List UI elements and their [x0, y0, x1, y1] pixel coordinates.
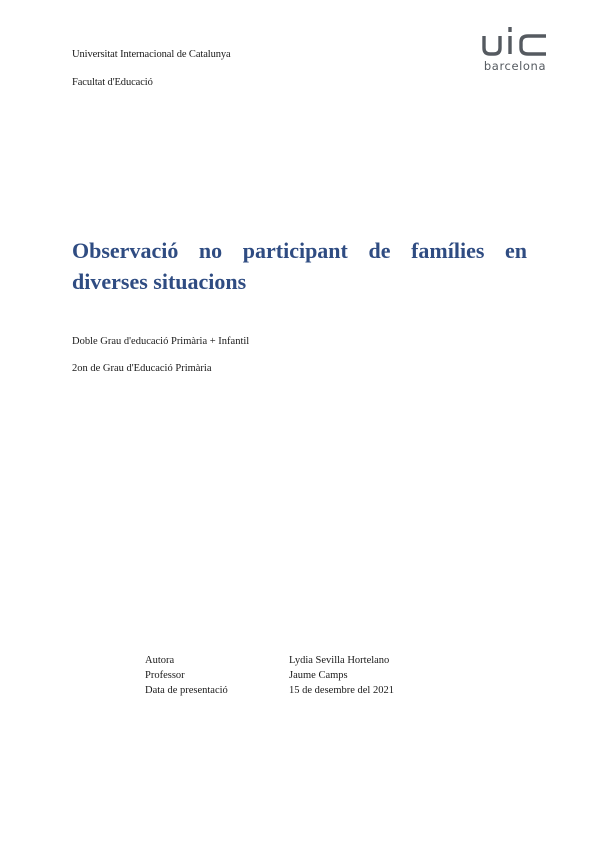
detail-row-professor: [145, 668, 394, 683]
detail-label: Autora: [145, 655, 175, 666]
detail-label: Professor: [145, 670, 185, 681]
detail-row-author: [145, 653, 394, 668]
logo-subtitle: barcelona: [483, 59, 547, 73]
detail-value: 15 de desembre del 2021: [289, 685, 394, 696]
title-line-2: diverses situacions: [72, 269, 247, 294]
presentation-details: [145, 653, 394, 698]
detail-value: Lydia Sevilla Hortelano: [289, 655, 390, 666]
detail-label: Data de presentació: [145, 685, 228, 696]
degree-program: Doble Grau d'educació Primària + Infantil: [72, 336, 250, 347]
degree-course: 2on de Grau d'Educació Primària: [72, 363, 212, 374]
detail-value: Jaume Camps: [289, 670, 348, 681]
uic-logo-mark: [480, 24, 550, 58]
document-title: [72, 235, 527, 297]
uic-barcelona-logo: [480, 24, 552, 76]
university-name: Universitat Internacional de Catalunya: [72, 49, 231, 60]
faculty-name: Facultat d'Educació: [72, 77, 153, 88]
title-line-1: Observació no participant de famílies en: [72, 238, 527, 263]
detail-row-date: [145, 683, 394, 698]
